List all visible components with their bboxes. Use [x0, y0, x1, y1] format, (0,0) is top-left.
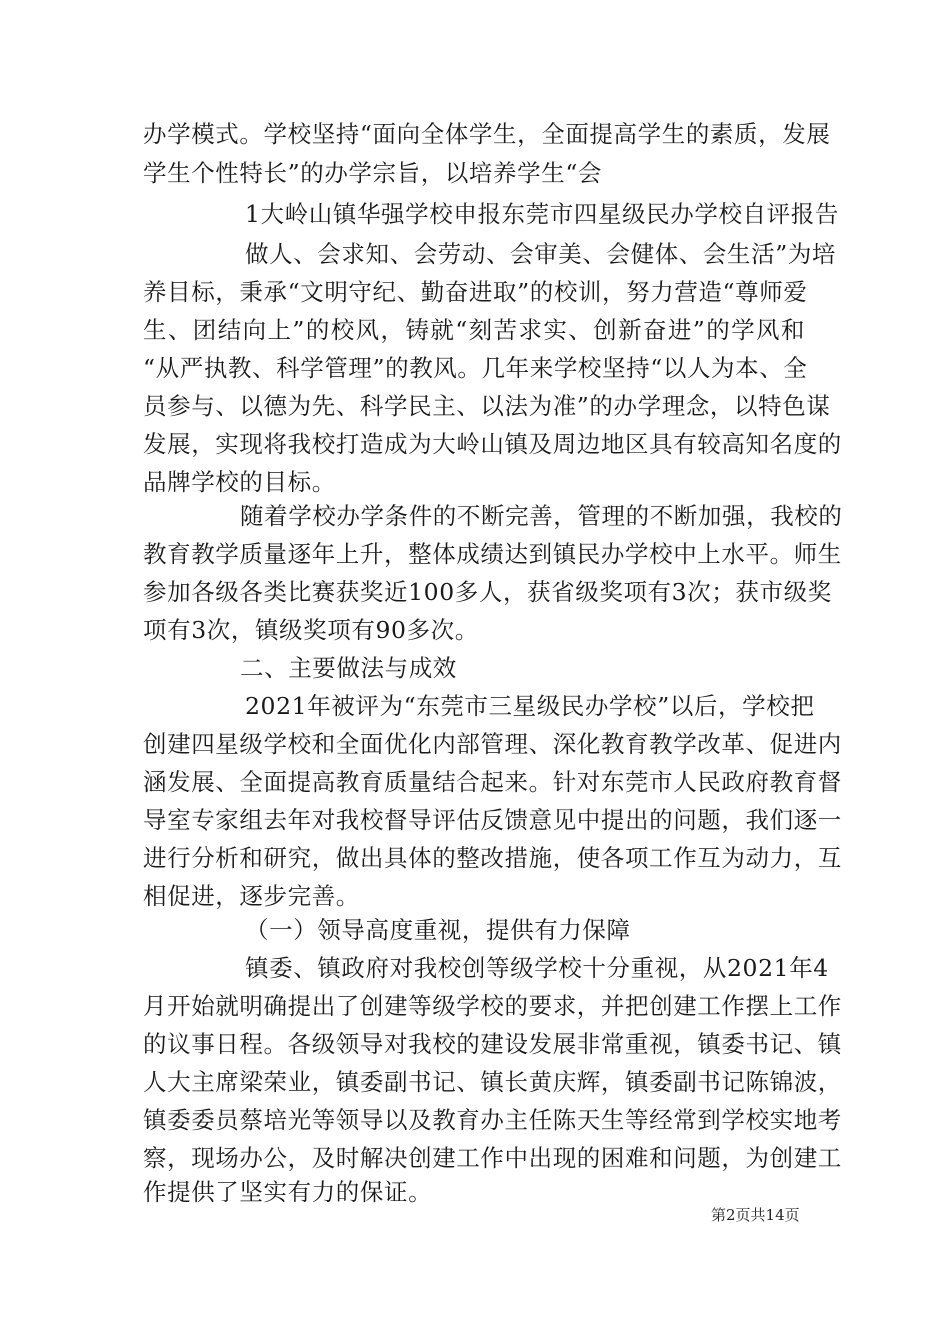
page-number-footer: 第2页共14页	[711, 1206, 800, 1224]
body-line: 创建四星级学校和全面优化内部管理、深化教育教学改革、促进内	[143, 730, 842, 758]
body-line: 项有3次，镇级奖项有90多次。	[143, 616, 479, 644]
body-line: 相促进，逐步完善。	[143, 882, 360, 910]
body-line: 做人、会求知、会劳动、会审美、会健体、会生活”为培	[245, 240, 837, 268]
body-line: 学生个性特长”的办学宗旨，以培养学生“会	[143, 159, 603, 187]
body-line: 办学模式。学校坚持“面向全体学生，全面提高学生的素质，发展	[143, 120, 831, 148]
body-line: 作提供了坚实有力的保证。	[143, 1178, 433, 1206]
body-line: 生、团结向上”的校风，铸就“刻苦求实、创新奋进”的学风和	[143, 316, 805, 344]
body-line: 教育教学质量逐年上升，整体成绩达到镇民办学校中上水平。师生	[143, 540, 842, 568]
body-line: 镇委委员蔡培光等领导以及教育办主任陈天生等经常到学校实地考	[143, 1106, 842, 1134]
subsection-heading: （一）领导高度重视，提供有力保障	[245, 916, 631, 944]
body-line: 进行分析和研究，做出具体的整改措施，使各项工作互为动力，互	[143, 844, 842, 872]
body-line: 品牌学校的目标。	[143, 468, 336, 496]
body-line: 发展，实现将我校打造成为大岭山镇及周边地区具有较高知名度的	[143, 430, 842, 458]
body-line: 参加各级各类比赛获奖近100多人，获省级奖项有3次；获市级奖	[143, 578, 832, 606]
body-line: 察，现场办公，及时解决创建工作中出现的困难和问题，为创建工	[143, 1144, 842, 1172]
body-line: 导室专家组去年对我校督导评估反馈意见中提出的问题，我们逐一	[143, 806, 842, 834]
body-line: 2021年被评为“东莞市三星级民办学校”以后，学校把	[245, 692, 815, 720]
body-line: 养目标，秉承“文明守纪、勤奋进取”的校训，努力营造“尊师爱	[143, 278, 808, 306]
body-line: 随着学校办学条件的不断完善，管理的不断加强，我校的	[240, 502, 843, 530]
body-line: 涵发展、全面提高教育质量结合起来。针对东莞市人民政府教育督	[143, 768, 842, 796]
body-line: 员参与、以德为先、科学民主、以法为准”的办学理念，以特色谋	[143, 392, 831, 420]
embedded-report-title: 1大岭山镇华强学校申报东莞市四星级民办学校自评报告	[245, 200, 839, 228]
body-line: 月开始就明确提出了创建等级学校的要求，并把创建工作摆上工作	[143, 992, 842, 1020]
body-line: “从严执教、科学管理”的教风。几年来学校坚持“以人为本、全	[143, 354, 808, 382]
body-line: 人大主席梁荣业，镇委副书记、镇长黄庆辉，镇委副书记陈锦波，	[143, 1068, 842, 1096]
section-heading: 二、主要做法与成效	[240, 654, 457, 682]
body-line: 的议事日程。各级领导对我校的建设发展非常重视，镇委书记、镇	[143, 1030, 842, 1058]
body-line: 镇委、镇政府对我校创等级学校十分重视，从2021年4	[245, 954, 829, 982]
